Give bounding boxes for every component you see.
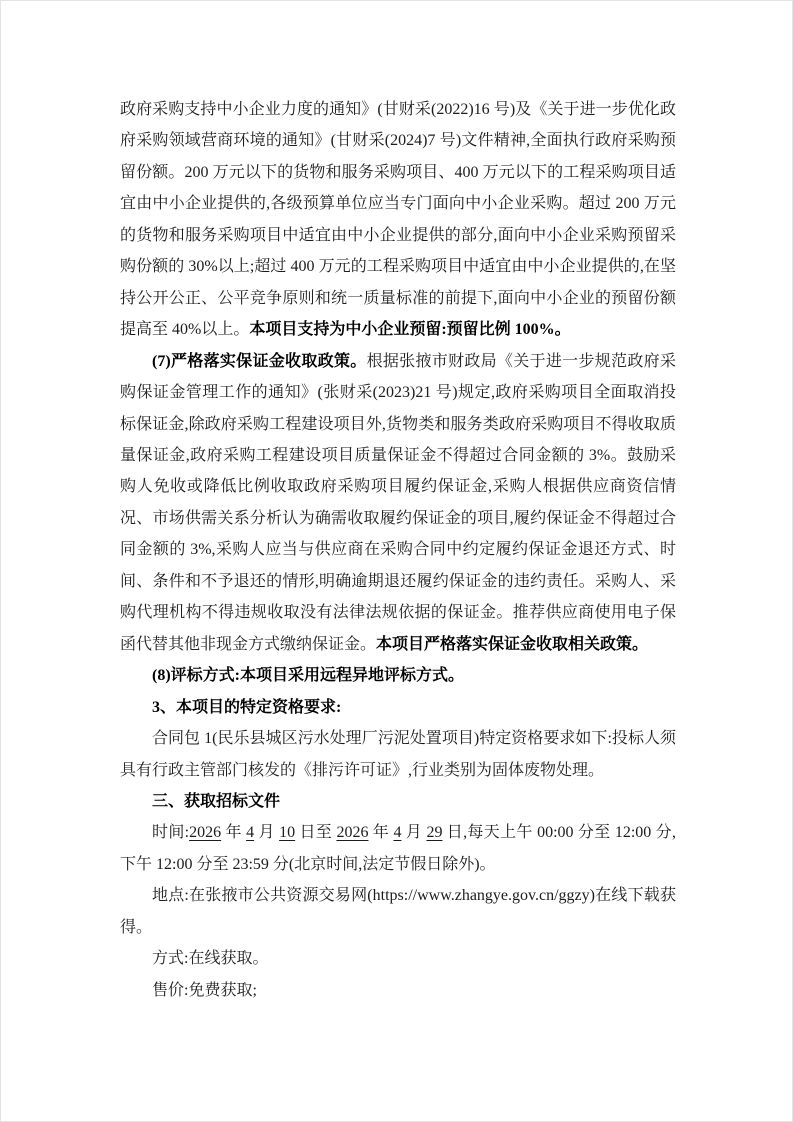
paragraph-contract-package-requirements xyxy=(120,723,676,786)
date-start-day: 10 xyxy=(279,824,296,842)
text-run: 政府采购支持中小企业力度的通知》(甘财采(2022)16 号)及《关于进一步优化政府采购领域营商环境的通知》(甘财采(2024)7 号)文件精神,全面执行政府采购预留份额。200 万元以下的货物和服务采购项目、400 万元以下的工程采购项目适宜由中小企业提供的,各级预算单位应当专门面向中小企业采购。超过 200 万元的货物和服务采购项目中适宜由中小企业提供的部分,面向中小企业采购预留采购份额的 30%以上;超过 400 万元的工程采购项目中适宜由中小企业提供的,在坚持公开公正、公平竞争原则和统一质量标准的前提下,面向中小企业的预留份额提高至 40%以上。 xyxy=(120,101,676,339)
heading-text: 三、获取招标文件 xyxy=(152,792,281,810)
text-run: 合同包 1(民乐县城区污水处理厂污泥处置项目)特定资格要求如下:投标人须具有行政主管部门核发的《排污许可证》,行业类别为固体废物处理。 xyxy=(120,730,676,779)
text-run: 根据张掖市财政局《关于进一步规范政府采购保证金管理工作的通知》(张财采(2023)21 号)规定,政府采购项目全面取消投标保证金,除政府采购工程建设项目外,货物类和服务类政府采购项目不得收取质量保证金,政府采购工程建设项目质量保证金不得超过合同金额的 3%。鼓励采购人免收或降低比例收取政府采购项目履约保证金,采购人根据供应商资信情况、市场供需关系分析认为确需收取履约保证金的项目,履约保证金不得超过合同金额的 3%,采购人应当与供应商在采购合同中约定履约保证金退还方式、时间、条件和不予退还的情形,明确逾期退还履约保证金的违约责任。采购人、采购代理机构不得违规收取没有法律法规依据的保证金。推荐供应商使用电子保函代替其他非现金方式缴纳保证金。 xyxy=(120,352,676,653)
paragraph-location xyxy=(120,880,676,943)
document-body xyxy=(120,94,676,1006)
text-run: 日,每天上午 00:00 分至 12:00 分,下午 12:00 分至 23:59 分(北京时间,法定节假日除外)。 xyxy=(120,824,676,873)
text-run: 月 xyxy=(254,824,280,842)
paragraph-method xyxy=(120,943,676,974)
text-run: 年 xyxy=(368,824,394,842)
text-run: 方式:在线获取。 xyxy=(152,950,269,968)
text-run-bold: (8)评标方式:本项目采用远程异地评标方式。 xyxy=(152,667,464,685)
text-run-with-url: 地点:在张掖市公共资源交易网(https://www.zhangye.gov.cn/ggzy)在线下载获得。 xyxy=(120,887,676,936)
paragraph-smb-reserve-policy xyxy=(120,94,676,346)
text-run: 售价:免费获取; xyxy=(152,981,257,999)
date-end-year: 2026 xyxy=(336,824,369,842)
text-run-bold-smb-reserve: 本项目支持为中小企业预留:预留比例 100%。 xyxy=(249,321,571,339)
text-run: 年 xyxy=(221,824,247,842)
text-run: 时间: xyxy=(152,824,190,842)
text-run-bold-deposit-statement: 本项目严格落实保证金收取相关政策。 xyxy=(376,635,649,653)
date-start-month: 4 xyxy=(246,824,255,842)
text-run: 月 xyxy=(401,824,427,842)
text-run-bold-deposit-heading: (7)严格落实保证金收取政策。 xyxy=(152,352,367,370)
heading-text: 3、本项目的特定资格要求: xyxy=(152,698,342,716)
date-end-month: 4 xyxy=(393,824,402,842)
date-start-year: 2026 xyxy=(189,824,222,842)
text-run: 日至 xyxy=(295,824,337,842)
date-end-day: 29 xyxy=(426,824,443,842)
paragraph-price xyxy=(120,975,676,1006)
heading-obtain-bidding-documents xyxy=(120,786,676,817)
heading-specific-qualification xyxy=(120,692,676,723)
paragraph-time xyxy=(120,817,676,880)
paragraph-evaluation-method xyxy=(120,660,676,691)
paragraph-deposit-policy xyxy=(120,346,676,661)
